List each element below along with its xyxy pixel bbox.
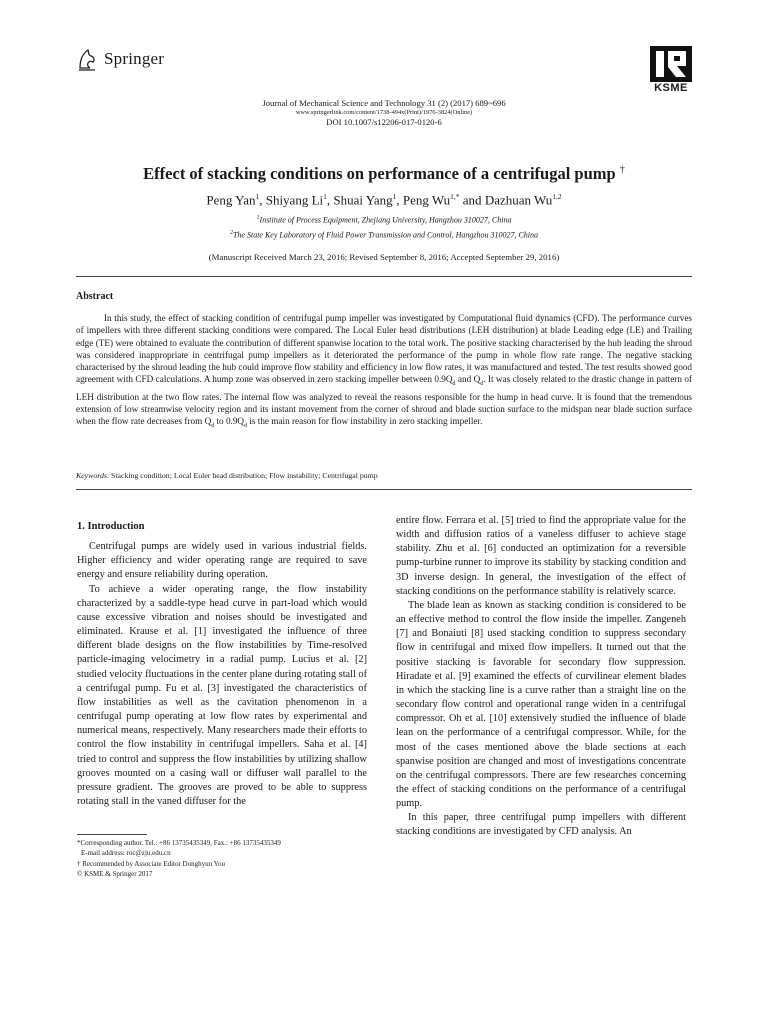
author-affil-mark: 1	[255, 192, 260, 201]
affiliation-2	[0, 227, 768, 242]
springer-horse-icon	[76, 46, 98, 72]
author-affil-mark: 1	[392, 192, 397, 201]
journal-info	[0, 98, 768, 128]
keywords	[76, 471, 692, 480]
keywords-label: Keywords	[76, 471, 107, 480]
journal-citation: Journal of Mechanical Science and Technology 31 (2) (2017) 689~696	[262, 98, 506, 108]
author-affil-mark: 1,*	[450, 192, 460, 201]
divider	[76, 276, 692, 277]
footnote-corresponding: *Corresponding author. Tel.: +86 13735435349, Fax.: +86 13735435349	[77, 839, 281, 847]
publisher-logo-block	[76, 46, 164, 72]
paper-title	[0, 164, 768, 184]
abstract-heading: Abstract	[76, 291, 114, 302]
paragraph: To achieve a wider operating range, the flow instability characterized by a saddle-type head curve in part-load which would cause excessive vibration and noises should be investigated and eliminated. Krause et al. [1] investigated the influence of three different blade designs on the flow instabilities by Time-resolved particle-imaging velocimetry in a radial pump. Lucius et al. [2] studied velocity fluctuations in the center plane during rotating stall of a centrifugal pump. Fu et al. [3] investigated the characteristics of flow instabilities as well as the cavitation phenomenon in a centrifugal pump operating at low flow rates by experimental and numerical means, respectively. Many researchers made their efforts to control the flow instability in centrifugal impellers. Saha et al. [4] tried to control and suppress the flow instabilities by utilizing shallow grooves mounted on a casing wall or diffuser wall parallel to the pressure gradient. The grooves are proved to be able to suppress rotating stall in the vaned diffuser for the	[77, 583, 367, 807]
author-affil-mark: 1,2	[552, 192, 562, 201]
paragraph: Centrifugal pumps are widely used in various industrial fields. Higher efficiency and wider operating range are required to save energy and ensure reliability during operation.	[77, 541, 367, 581]
author-separator: ,	[259, 192, 266, 208]
footnotes	[77, 838, 367, 880]
affiliation-mark: 1	[256, 215, 260, 221]
column-left	[77, 516, 367, 809]
society-logo	[648, 46, 694, 94]
subscript: d	[452, 381, 456, 388]
subscript: d	[480, 381, 484, 388]
publisher-name: Springer	[104, 49, 165, 68]
divider	[76, 489, 692, 490]
society-name: KSME	[654, 82, 688, 94]
author-separator: ,	[326, 192, 334, 208]
author-name: Shuai Yang	[333, 192, 393, 208]
paragraph: entire flow. Ferrara et al. [5] tried to find the appropriate value for the width and diffusion ratios of a vaneless diffuser to achieve stage stability. Zhu et al. [6] conducted an optimization for a reversible pump-turbine runner to improve its stability by stacking condition and 3D inverse design. In general, the investigation of the effect of stacking conditions on the performance stability is relatively scarce.	[396, 515, 686, 597]
manuscript-dates: (Manuscript Received March 23, 2016; Revised September 8, 2016; Accepted September 29, 2016)	[208, 252, 560, 262]
paragraph: The blade lean as known as stacking condition is considered to be an effective method to control the flow inside the impeller. Zangeneh [7] and Bonaiuti [8] used stacking condition to suppress secondary flow in centrifugal and mixed flow impellers. It turned out that the positive stacking is favorable for secondary flow suppression. Hiradate et al. [9] examined the effects of curvilinear element blades in which the stacking line is a curve rather than a straight line on the secondary flow control and operational range widen in a centrifugal compressor. Oh et al. [10] extensively studied the influence of blade lean on the performance of a centrifugal compressor. While, for the most of the cases mentioned above the blade sections at each spanwise position are changed and most of investigations concentrate on the centrifugal compressors. There are few researches concerning the effect of stacking conditions on the performance of a centrifugal pump.	[396, 599, 686, 810]
abstract-text: is the main reason for flow instability in zero stacking impeller.	[247, 416, 483, 427]
author-name: Shiyang Li	[265, 192, 324, 208]
affiliation-1	[0, 212, 768, 227]
footnote-editor: † Recommended by Associate Editor Donghyun You	[77, 859, 225, 868]
affiliation-text: Institute of Process Equipment, Zhejiang University, Hangzhou 310027, China	[259, 215, 512, 225]
abstract-text: and Q	[455, 374, 481, 385]
title-footnote-mark: †	[619, 164, 625, 176]
abstract-body	[76, 312, 692, 432]
abstract-text: to 0.9Q	[214, 416, 245, 427]
paper-title-text: Effect of stacking conditions on performance of a centrifugal pump	[143, 164, 616, 183]
journal-web[interactable]: www.springerlink.com/content/1738-494x(Print)/1976-3824(Online)	[295, 109, 473, 116]
footnote-rule	[77, 834, 147, 835]
author-separator: and	[459, 192, 485, 208]
author-affil-mark: 1	[323, 192, 327, 201]
footnote-email[interactable]: E-mail address: roc@zju.edu.cn	[81, 849, 171, 858]
abstract-text: . It was closely related to the drastic change in pattern of LEH distribution at the two flow rates. The internal flow was analyzed to reveal the reasons responsible for the hump in head curve. It is found that the tremendous extension of low streamwise velocity region and its instant movement from the corner of shroud and blade suction surface to the midspan near blade suction surface when the flow rate decreases from Q	[76, 374, 692, 427]
affiliation-mark: 2	[229, 229, 233, 236]
paragraph: In this paper, three centrifugal pump impellers with different stacking conditions are investigated by CFD analysis. An	[396, 812, 686, 838]
subscript: d	[211, 423, 215, 430]
affiliations	[0, 212, 768, 241]
subscript: d	[244, 423, 248, 430]
affiliation-text: The State Key Laboratory of Fluid Power Transmission and Control, Hangzhou 310027, China	[232, 230, 539, 240]
author-name: Dazhuan Wu	[484, 192, 553, 208]
section-heading: 1. Introduction	[77, 521, 145, 532]
author-separator: ,	[396, 192, 403, 208]
abstract-text: In this study, the effect of stacking condition of centrifugal pump impeller was investigated by Computational fluid dynamics (CFD). The performance curves of impellers with three different stacking conditions were compared. The Local Euler head distributions (LEH distribution) at blade Leading edge (LE) and Trailing edge (TE) were obtained to evaluate the contribution of different spanwise location to the total work. The positive stacking characterised by the hub leading the shroud was considered inappropriate in centrifugal pump impellers as it deteriorated the performance of the pump in whole flow rate range. The negative stacking characterised by the shroud leading the hub could improve flow stability and efficiency in low flow rates, it was manufactured and tested. The test results showed good agreement with CFD calculations. A hump zone was observed in zero stacking impeller between 0.9Q	[76, 313, 692, 385]
author-name: Peng Yan	[206, 192, 256, 208]
ksme-emblem-icon	[650, 46, 692, 82]
column-right	[396, 514, 686, 840]
keywords-text: : Stacking condition; Local Euler head distribution; Flow instability; Centrifugal pump	[106, 471, 378, 480]
author-list	[0, 192, 768, 208]
doi[interactable]: DOI 10.1007/s12206-017-0120-6	[326, 117, 442, 127]
footnote-copyright: © KSME & Springer 2017	[77, 870, 153, 879]
author-name: Peng Wu	[402, 192, 451, 208]
